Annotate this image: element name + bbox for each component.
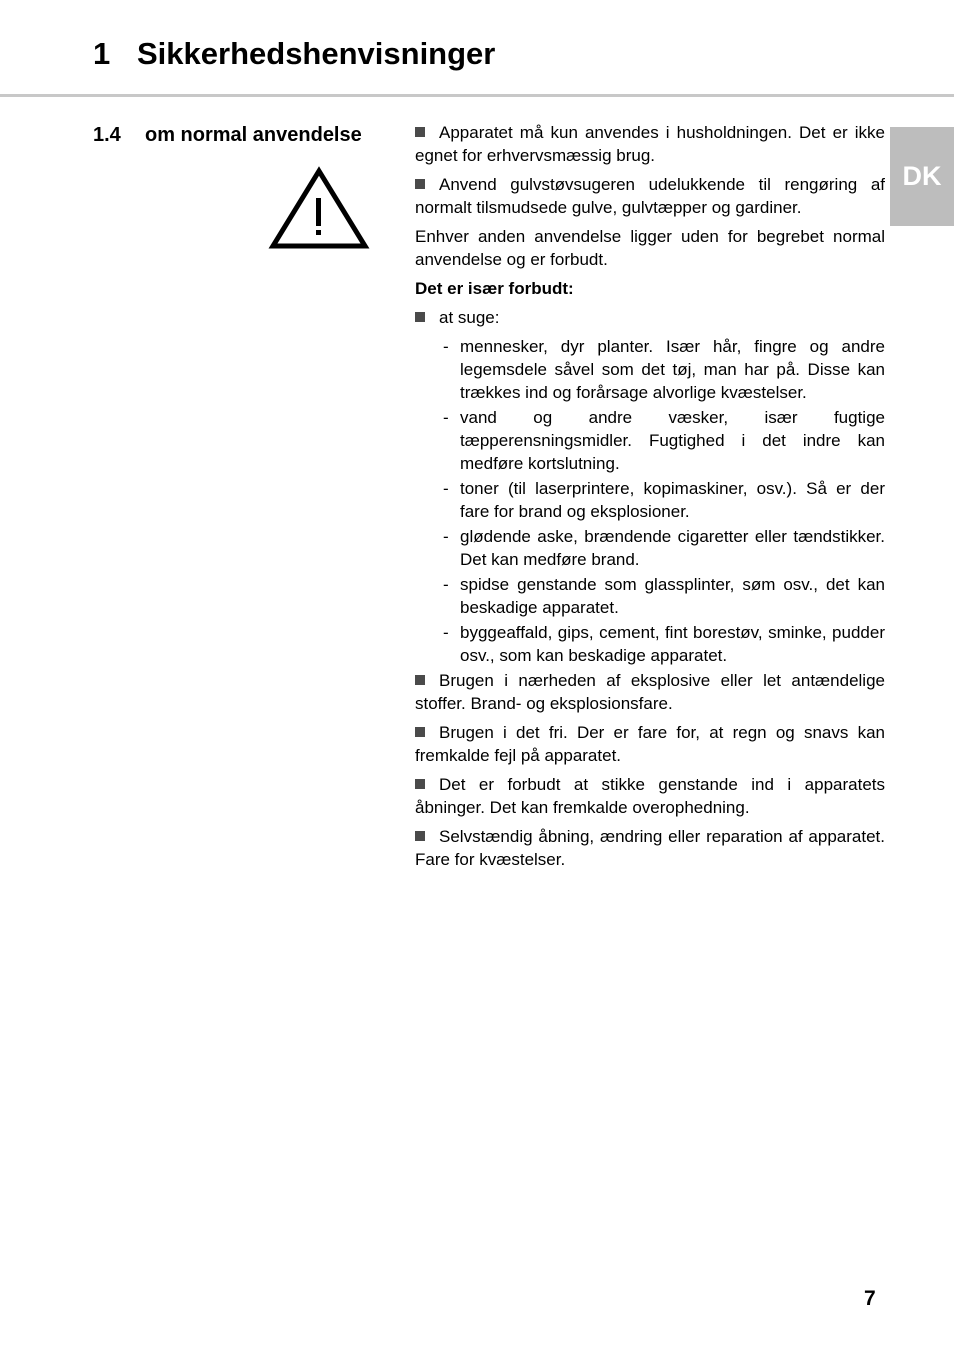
paragraph-text: Selvstændig åbning, ændring eller reparation af apparatet. Fare for kvæstelser. — [415, 827, 885, 869]
header-divider — [0, 94, 954, 97]
forbidden-list — [415, 335, 885, 667]
list-item: - mennesker, dyr planter. Især hår, fingre og andre legemsdele såvel som det tøj, man har på. Disse kan trækkes ind og forårsage alvorlige kvæstelser. — [415, 335, 885, 404]
list-item: - vand og andre væsker, især fugtige tæpperensningsmidler. Fugtighed i det indre kan medføre kortslutning. — [415, 406, 885, 475]
paragraph-text: Apparatet må kun anvendes i husholdningen. Det er ikke egnet for erhvervsmæssig brug. — [415, 123, 885, 165]
bullet-paragraph — [415, 721, 885, 767]
list-item: - byggeaffald, gips, cement, fint borestøv, sminke, pudder osv., som kan beskadige apparatet. — [415, 621, 885, 667]
page-number: 7 — [864, 1287, 876, 1310]
paragraph-text: Anvend gulvstøvsugeren udelukkende til rengøring af normalt tilsmudsede gulve, gulvtæpper og gardiner. — [415, 175, 885, 217]
bullet-paragraph — [415, 306, 885, 329]
list-item: - spidse genstande som glassplinter, søm osv., det kan beskadige apparatet. — [415, 573, 885, 619]
chapter-heading — [93, 34, 495, 74]
forbidden-intro: at suge: — [439, 308, 500, 327]
list-item: - toner (til laserprintere, kopimaskiner, osv.). Så er der fare for brand og eksplosioner. — [415, 477, 885, 523]
section-number: 1.4 — [93, 124, 121, 146]
bullet-paragraph — [415, 173, 885, 219]
bullet-paragraph — [415, 825, 885, 871]
bullet-paragraph — [415, 121, 885, 167]
language-tab: DK — [890, 127, 954, 226]
bullet-paragraph — [415, 773, 885, 819]
paragraph-text: Brugen i nærheden af eksplosive eller let antændelige stoffer. Brand- og eksplosionsfare. — [415, 671, 885, 713]
forbidden-heading: Det er især forbudt: — [415, 279, 574, 298]
chapter-title: Sikkerhedshenvisninger — [137, 36, 496, 71]
bullet-paragraph — [415, 669, 885, 715]
paragraph-text: Brugen i det fri. Der er fare for, at regn og snavs kan fremkalde fejl på apparatet. — [415, 723, 885, 765]
paragraph: Enhver anden anvendelse ligger uden for begrebet normal anvendelse og er forbudt. — [415, 227, 885, 269]
main-content — [415, 121, 885, 877]
paragraph-text: Det er forbudt at stikke genstande ind i apparatets åbninger. Det kan fremkalde overophedning. — [415, 775, 885, 817]
chapter-number: 1 — [93, 36, 111, 71]
warning-triangle-icon — [268, 166, 370, 250]
list-item: - glødende aske, brændende cigaretter eller tændstikker. Det kan medføre brand. — [415, 525, 885, 571]
section-heading — [93, 122, 362, 148]
section-title: om normal anvendelse — [145, 124, 362, 146]
